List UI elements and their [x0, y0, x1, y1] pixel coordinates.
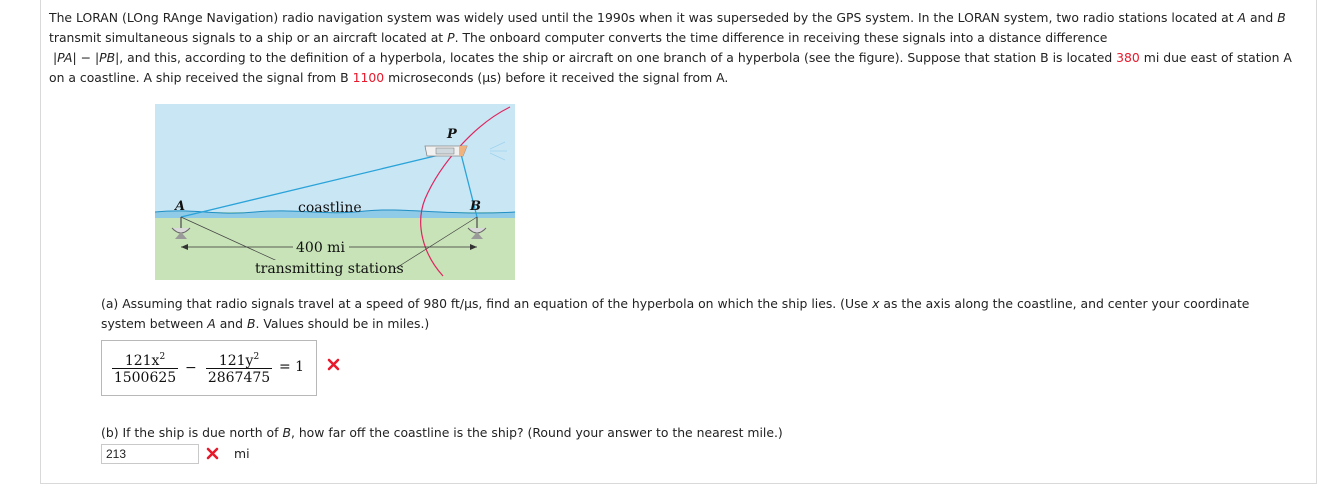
incorrect-x-icon [206, 447, 219, 460]
intro-and: and [1246, 10, 1278, 25]
num2-text: 121y [218, 353, 254, 369]
station-b-ref: B [1277, 10, 1286, 25]
part-a-and: and [215, 316, 247, 331]
part-b-question [101, 425, 783, 440]
intro-text-6: microseconds (µs) before it received the signal from A. [384, 70, 729, 85]
num1-exponent: 2 [159, 352, 166, 362]
num2-exponent: 2 [253, 352, 260, 362]
equation-rhs: = 1 [279, 359, 305, 375]
fraction-y-denominator: 2867475 [207, 370, 271, 386]
part-a-b-ref: B [246, 316, 256, 331]
distance-answer-input[interactable]: 213 [101, 444, 199, 464]
part-b-b-ref: B [282, 425, 291, 440]
stations-label: transmitting stations [255, 261, 404, 277]
part-a-question [101, 294, 1281, 334]
num1-text: 121x [124, 353, 160, 369]
intro-text-2: transmit simultaneous signals to a ship or an aircraft located at [49, 30, 448, 45]
point-p-ref: P [447, 30, 455, 45]
coastline-label: coastline [298, 200, 362, 216]
minus-symbol: − [76, 50, 95, 65]
ship-icon [425, 146, 467, 156]
intro-text-5: mi due east of station A on a coastline. A ship received the signal from B [49, 50, 1292, 85]
fraction-y [206, 348, 272, 387]
label-b: B [470, 199, 481, 214]
fraction-x-numerator [112, 348, 178, 369]
fraction-x [112, 348, 178, 387]
part-a-text-3: . Values should be in miles.) [255, 316, 430, 331]
abs-pb: |PB| [94, 50, 120, 65]
loran-figure [155, 104, 515, 280]
part-a-a-ref: A [207, 316, 216, 331]
answer-unit: mi [234, 446, 250, 461]
part-b-text-1: (b) If the ship is due north of [101, 425, 283, 440]
distance-label: 400 mi [296, 240, 345, 256]
intro-text-4: , and this, according to the definition of a hyperbola, locates the ship or aircraft on one branch of a hyperbola (see the figure). Suppose that station B is located [119, 50, 1117, 65]
equation-answer-field[interactable] [101, 340, 317, 396]
intro-text-3: . The onboard computer converts the time difference in receiving these signals into a distance difference [454, 30, 1108, 45]
part-a-text-2: as the axis along the coastline, and center your coordinate system between [101, 296, 1250, 331]
part-a-text-1: (a) Assuming that radio signals travel at a speed of 980 ft/µs, find an equation of the hyperbola on which the ship lies. (Use [101, 296, 873, 311]
label-a: A [175, 199, 186, 214]
equation-minus: − [185, 360, 197, 376]
distance-value: 380 [1116, 50, 1140, 65]
var-x: x [872, 296, 880, 311]
intro-text-1: The LORAN (LOng RAnge Navigation) radio navigation system was widely used until the 1990s when it was superseded by the GPS system. In the LORAN system, two radio stations located at [49, 10, 1238, 25]
station-a-ref: A [1237, 10, 1247, 25]
fraction-x-denominator: 1500625 [113, 370, 177, 386]
incorrect-x-icon [327, 358, 340, 371]
time-value: 1100 [352, 70, 385, 85]
problem-statement [49, 8, 1299, 88]
part-b-text-2: , how far off the coastline is the ship? (Round your answer to the nearest mile.) [290, 425, 783, 440]
label-p: P [447, 127, 457, 142]
abs-pa: |PA| [53, 50, 77, 65]
fraction-y-numerator [206, 348, 272, 369]
